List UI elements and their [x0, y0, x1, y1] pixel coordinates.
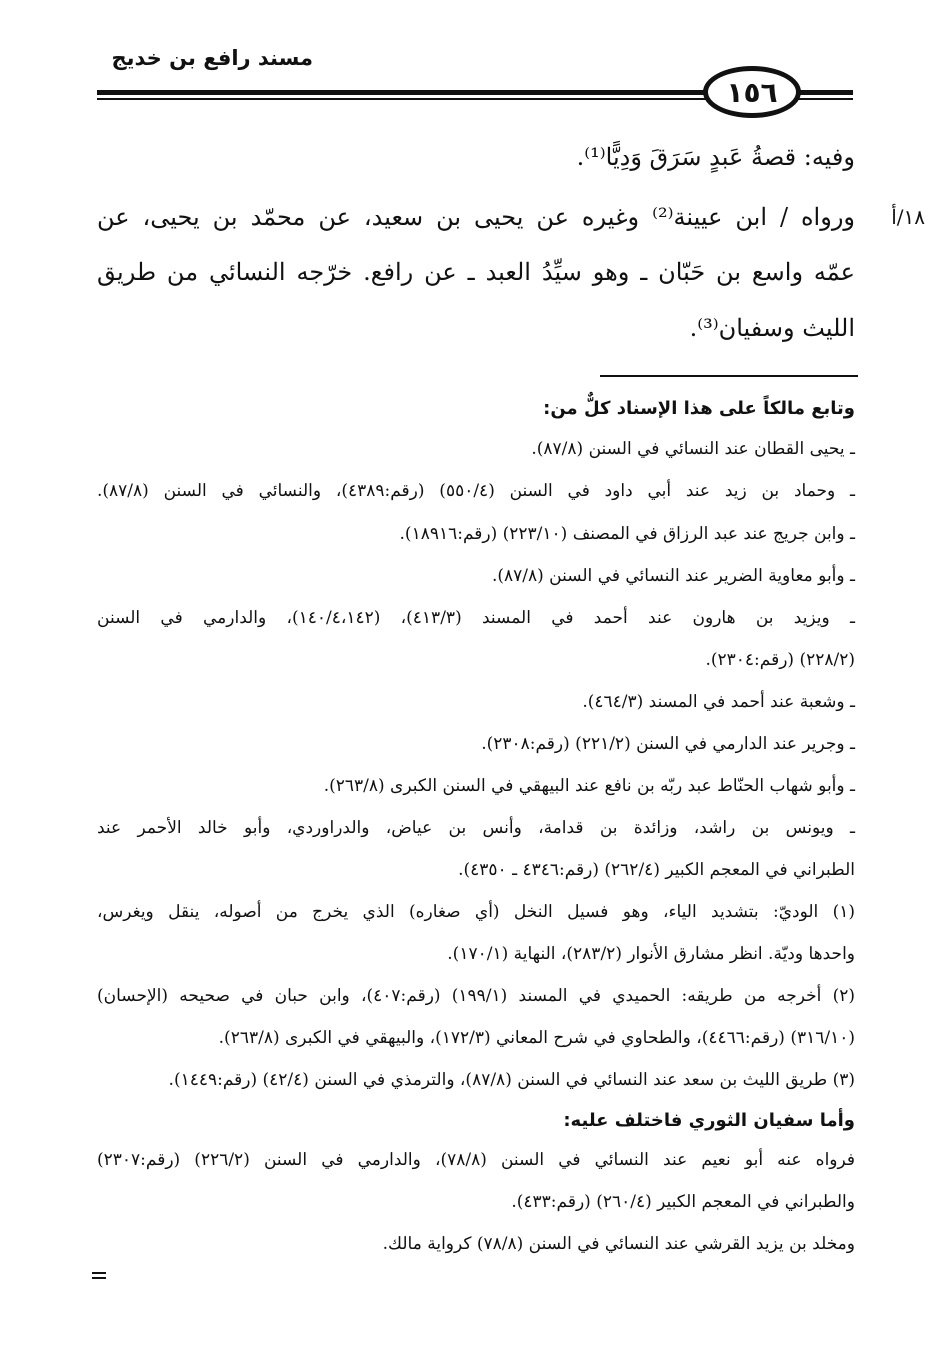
footnote-1-cont: واحدها وديّة. انظر مشارق الأنوار (٢٨٣/٢)، النهاية (١٧٠/١).: [447, 944, 855, 964]
continuation-mark: [92, 1272, 106, 1282]
note-line: ومخلد بن يزيد القرشي عند النسائي في السنن (٧٨/٨) كرواية مالك.: [382, 1234, 855, 1254]
note-line: الطبراني في المعجم الكبير (٢٦٢/٤) (رقم:٤٣٤٦ ـ ٤٣٥٠).: [458, 860, 855, 880]
note-line: ـ وشعبة عند أحمد في المسند (٤٦٤/٣).: [582, 692, 855, 712]
footnote-1: (١) الوديّ: بتشديد الياء، وهو فسيل النخل (أي صغاره) الذي يخرج من أصوله، ينقل ويغرس،: [97, 902, 855, 922]
manuscript-folio-ref: ١٨/أ: [891, 205, 925, 229]
note-line: (٢٢٨/٢) (رقم:٢٣٠٤).: [705, 650, 855, 670]
notes-heading: وتابع مالكاً على هذا الإسناد كلٌّ من:: [543, 398, 855, 419]
note-line: ـ وجرير عند الدارمي في السنن (٢٢١/٢) (رقم:٢٣٠٨).: [481, 734, 855, 754]
main-text-line: وفيه: قصةُ عَبدٍ سَرَقَ وَدِيًّا⁽¹⁾.: [576, 143, 855, 171]
thawri-heading: وأما سفيان الثوري فاختلف عليه:: [563, 1110, 855, 1131]
note-line: ـ وابن جريج عند عبد الرزاق في المصنف (٢٢٣/١٠) (رقم:١٨٩١٦).: [399, 524, 855, 544]
note-line: ـ وأبو شهاب الحنّاط عبد ربّه بن نافع عند البيهقي في السنن الكبرى (٢٦٣/٨).: [323, 776, 855, 796]
main-text-line: عمّه واسع بن حَبّان ـ وهو سيِّدُ العبد ـ عن رافع. خرّجه النسائي من طريق: [97, 258, 855, 286]
main-text-line: الليث وسفيان⁽³⁾.: [689, 314, 855, 342]
note-line: ـ ويزيد بن هارون عند أحمد في المسند (٤١٣/٣)، (١٤٠/٤،١٤٢)، والدارمي في السنن: [97, 608, 855, 628]
running-title: مسند رافع بن خديج: [111, 46, 313, 70]
footnote-separator: [600, 375, 858, 377]
footnote-2: (٢) أخرجه من طريقه: الحميدي في المسند (١٩٩/١) (رقم:٤٠٧)، وابن حبان في صحيحه (الإحسان): [97, 986, 855, 1006]
footnote-3: (٣) طريق الليث بن سعد عند النسائي في السنن (٨٧/٨)، والترمذي في السنن (٤٢/٤) (رقم:١٤٤٩).: [168, 1070, 855, 1090]
main-text-line: ورواه / ابن عيينة⁽²⁾ وغيره عن يحيى بن سعيد، عن محمّد بن يحيى، عن: [97, 203, 855, 231]
note-line: ـ ويونس بن راشد، وزائدة بن قدامة، وأنس بن عياض، والدراوردي، وأبو خالد الأحمر عند: [97, 818, 855, 838]
note-line: ـ وأبو معاوية الضرير عند النسائي في السنن (٨٧/٨).: [491, 566, 855, 586]
footnote-2-cont: (٣١٦/١٠) (رقم:٤٤٦٦)، والطحاوي في شرح المعاني (١٧٢/٣)، والبيهقي في الكبرى (٢٦٣/٨).: [218, 1028, 855, 1048]
note-line: فرواه عنه أبو نعيم عند النسائي في السنن (٧٨/٨)، والدارمي في السنن (٢٢٦/٢) (رقم:٢٣٠٧): [97, 1150, 856, 1170]
note-line: ـ يحيى القطان عند النسائي في السنن (٨٧/٨).: [531, 439, 855, 459]
note-line: والطبراني في المعجم الكبير (٢٦٠/٤) (رقم:٤٣٣).: [511, 1192, 855, 1212]
note-line: ـ وحماد بن زيد عند أبي داود في السنن (٥٥٠/٤) (رقم:٤٣٨٩)، والنسائي في السنن (٨٧/٨).: [97, 481, 855, 501]
page-number-badge: ١٥٦: [703, 66, 801, 118]
